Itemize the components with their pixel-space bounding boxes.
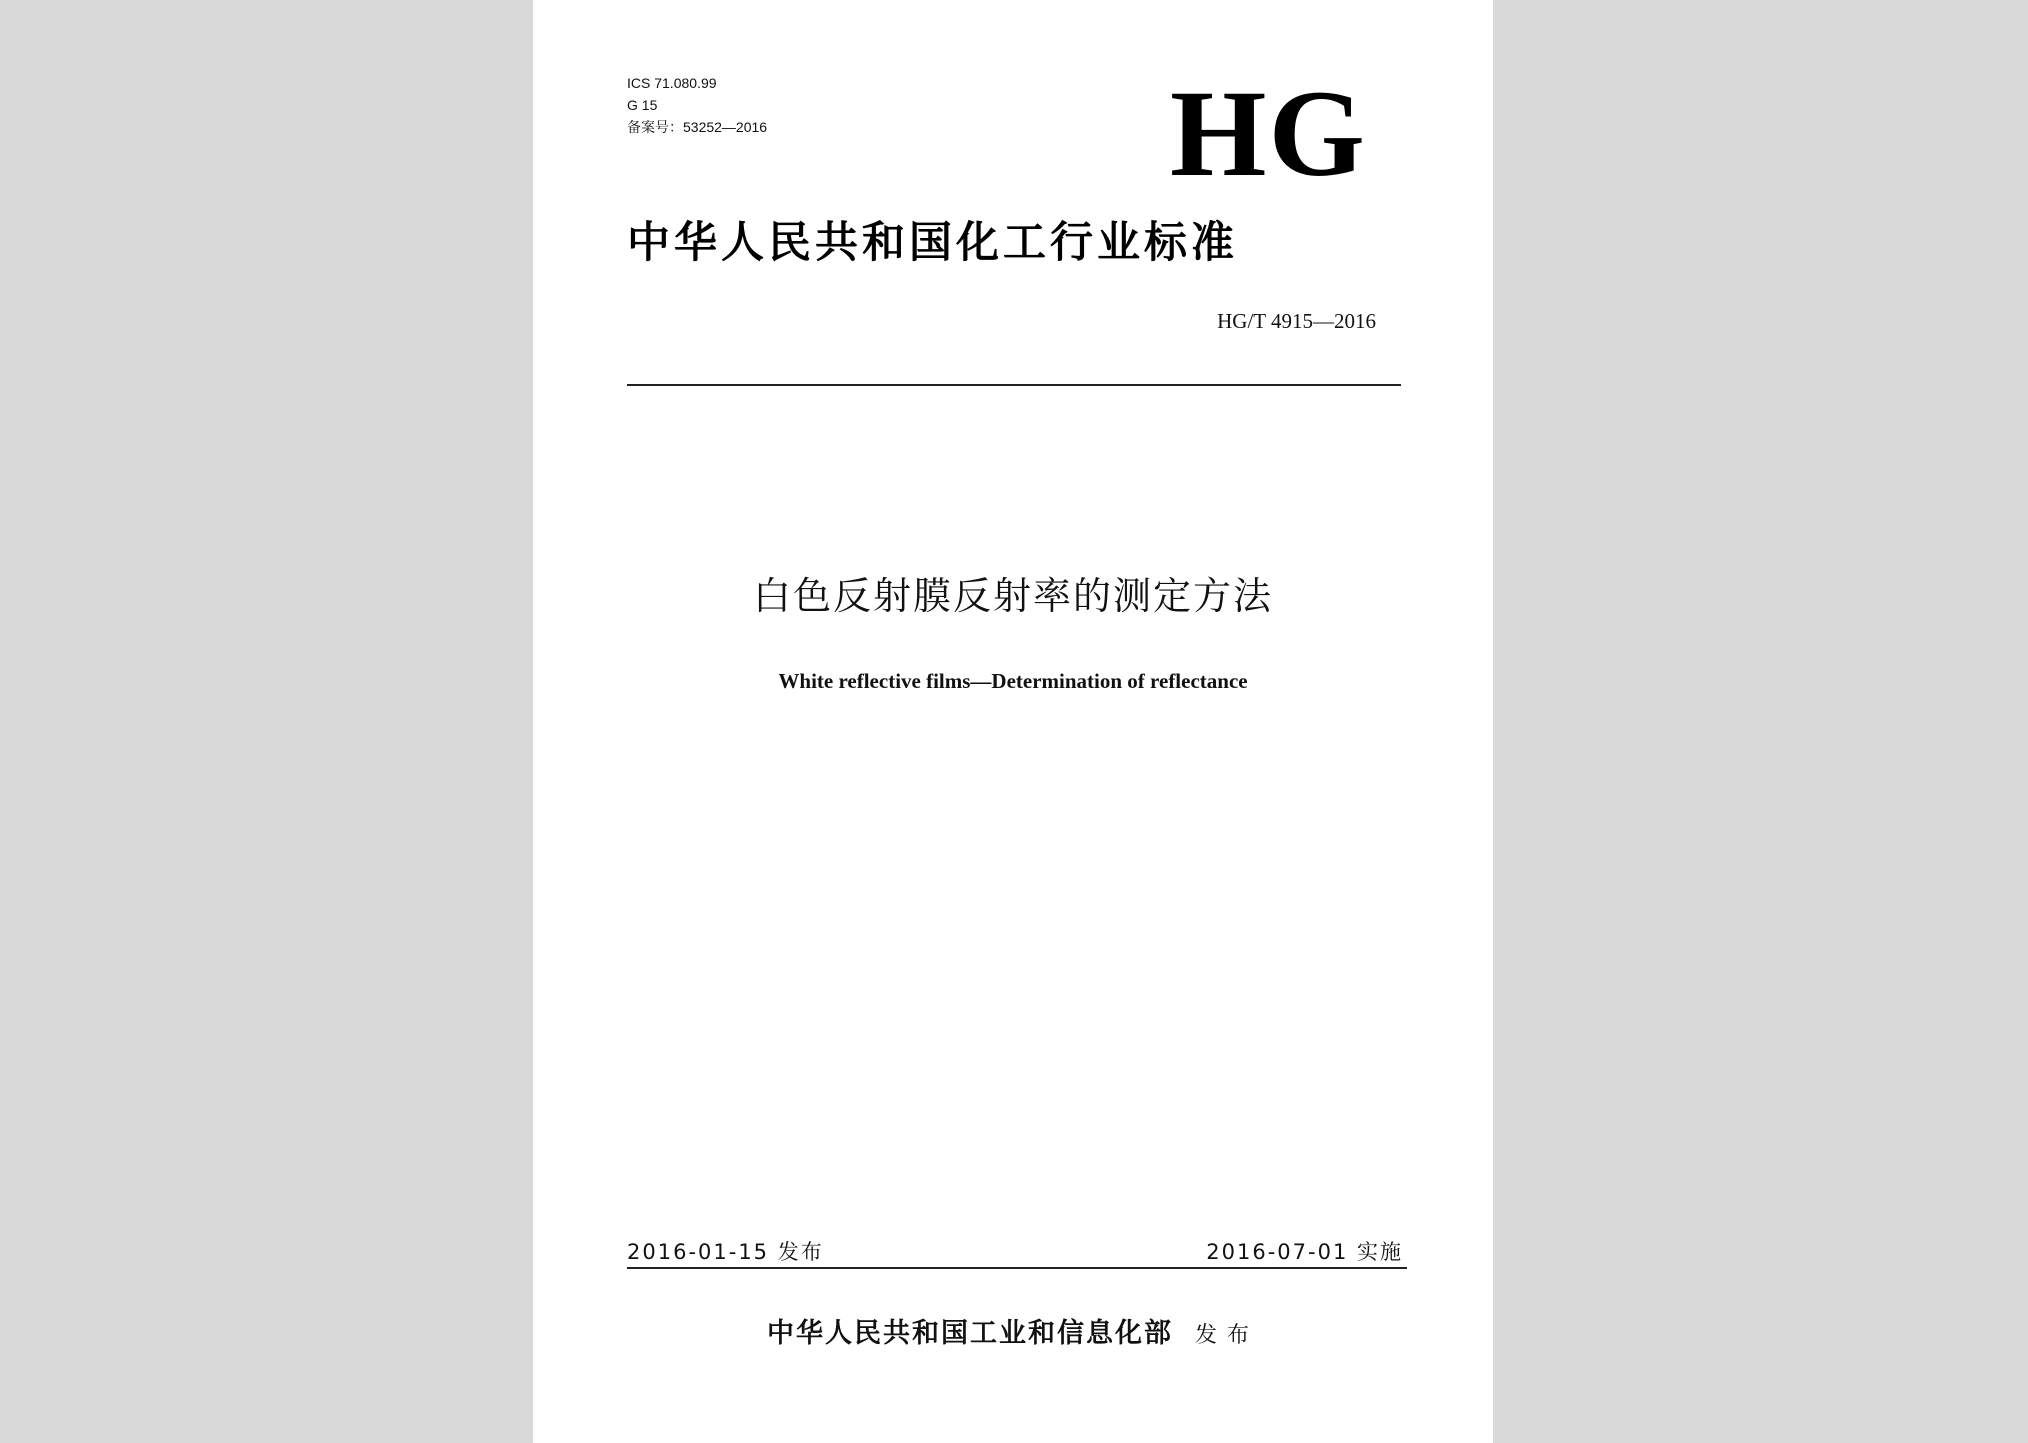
- issue-date: 2016-01-15 发布: [627, 1240, 824, 1264]
- hg-logo: HG: [1170, 65, 1367, 202]
- bottom-divider: [627, 1267, 1407, 1269]
- classification-block: [627, 72, 767, 138]
- implementation-date: 2016-07-01 实施: [1206, 1240, 1403, 1264]
- publisher-line: [533, 1316, 1493, 1354]
- publisher-action: 发布: [1194, 1323, 1259, 1348]
- standard-number: HG/T 4915—2016: [1217, 309, 1376, 333]
- document-title-chinese: 白色反射膜反射率的测定方法: [752, 574, 1273, 618]
- publisher-name: 中华人民共和国工业和信息化部: [766, 1318, 1173, 1349]
- document-title-english: White reflective films—Determination of reflectance: [778, 669, 1248, 693]
- ics-code: ICS 71.080.99: [627, 75, 717, 91]
- filing-number: 备案号：53252—2016: [627, 119, 768, 135]
- top-divider: [627, 384, 1401, 386]
- document-cover-page: [533, 0, 1493, 1443]
- standard-organization-title: 中华人民共和国化工行业标准: [627, 218, 1238, 268]
- ccs-code: G 15: [627, 97, 658, 113]
